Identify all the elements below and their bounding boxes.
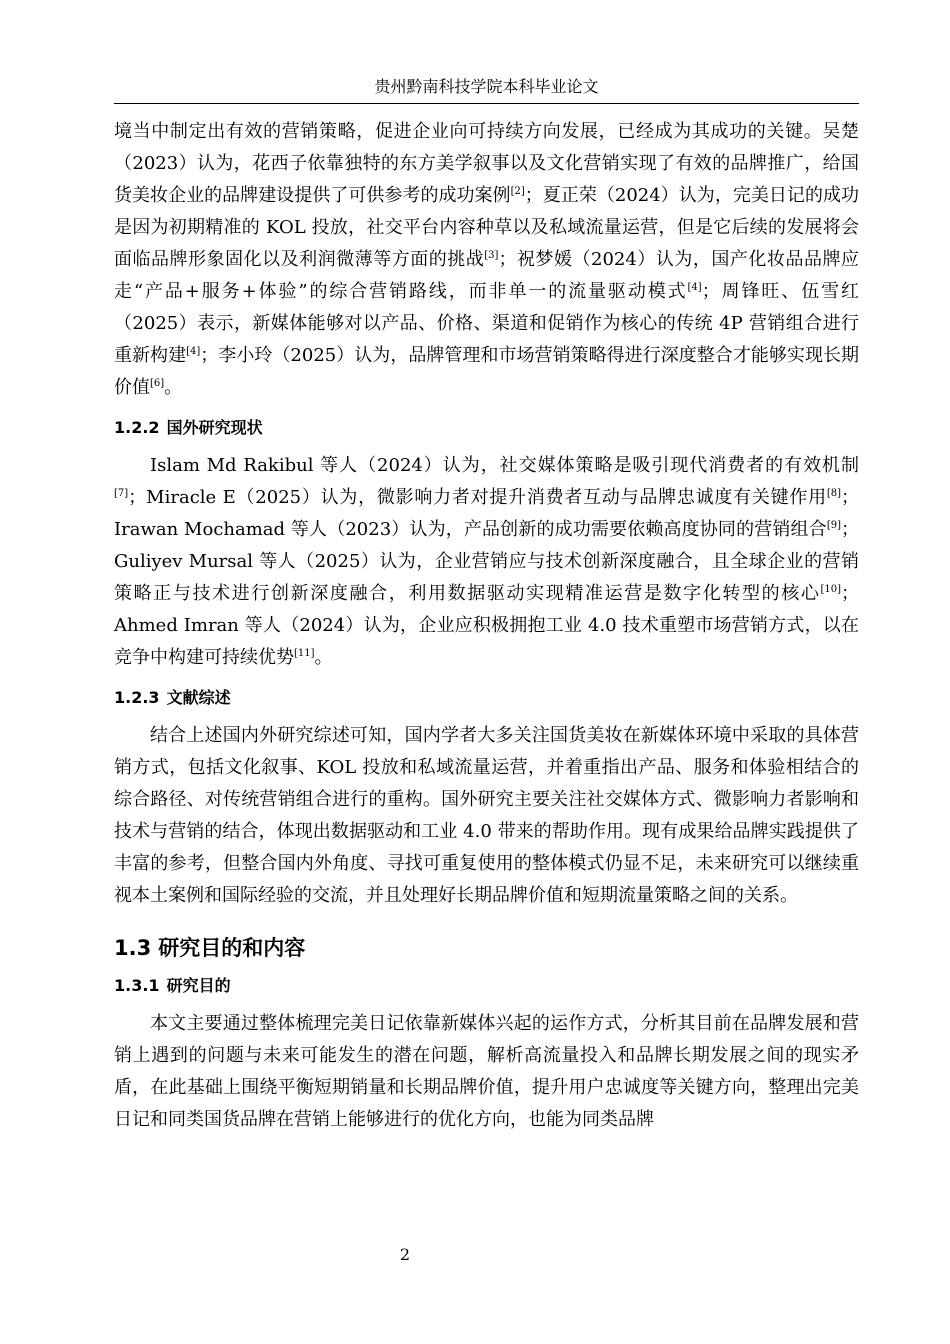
citation-ref: [2]	[510, 186, 525, 197]
section-number: 1.3	[114, 936, 152, 960]
paragraph-text: ；Ahmed Imran 等人（2024）认为，企业应积极拥抱工业 4.0 技术重塑市场营销方式，以在竞争中构建可持续优势	[114, 583, 859, 668]
paragraph-text: 。	[164, 377, 183, 398]
section-title: 研究目的和内容	[158, 936, 306, 960]
paragraph-text: ；Miracle E（2025）认为，微影响力者对提升消费者互动与品牌忠诚度有关键作用	[128, 487, 827, 508]
citation-ref: [6]	[150, 378, 165, 389]
section-heading-1-2-2	[114, 416, 859, 440]
header-rule	[114, 103, 859, 104]
paragraph-text: 。	[314, 647, 333, 668]
page-number: 2	[399, 1245, 411, 1264]
body-paragraph-literature-review: 结合上述国内外研究综述可知，国内学者大多关注国货美妆在新媒体环境中采取的具体营销方式，包括文化叙事、KOL 投放和私域流量运营，并着重指出产品、服务和体验相结合的综合路径、对传统营销组合进行的重构。国外研究主要关注社交媒体方式、微影响力者影响和技术与营销的结合，体现出数据驱动和工业 4.0 带来的帮助作用。现有成果给品牌实践提供了丰富的参考，但整合国内外角度、寻找可重复使用的整体模式仍显不足，未来研究可以继续重视本土案例和国际经验的交流，并且处理好长期品牌价值和短期流量策略之间的关系。	[114, 725, 859, 906]
paragraph-text: ；周锋旺、伍雪红（2025）表示，新媒体能够对以产品、价格、渠道和促销作为核心的传统 4P 营销组合进行重新构建	[114, 281, 859, 366]
body-paragraph-foreign-research	[114, 450, 859, 674]
paragraph-text: 境当中制定出有效的营销策略，促进企业向可持续方向发展，已经成为其成功的关键。吴楚（2023）认为，花西子依靠独特的东方美学叙事以及文化营销实现了有效的品牌推广，给国货美妆企业的品牌建设提供了可供参考的成功案例	[114, 121, 859, 206]
body-paragraph-intro	[114, 116, 859, 404]
section-title: 国外研究现状	[166, 418, 263, 437]
section-heading-1-2-3	[114, 686, 859, 710]
paragraph-text: Islam Md Rakibul 等人（2024）认为，社交媒体策略是吸引现代消费者的有效机制	[150, 455, 859, 476]
paragraph-text: ；Irawan Mochamad 等人（2023）认为，产品创新的成功需要依赖高度协同的营销组合	[114, 487, 859, 540]
page-body	[114, 116, 859, 1136]
paragraph-text: ；Guliyev Mursal 等人（2025）认为，企业营销应与技术创新深度融合，且全球企业的营销策略正与技术进行创新深度融合，利用数据驱动实现精准运营是数字化转型的核心	[114, 519, 859, 604]
running-header: 贵州黔南科技学院本科毕业论文	[374, 77, 599, 96]
section-title: 文献综述	[166, 688, 231, 707]
citation-ref: [3]	[484, 250, 499, 261]
paragraph-text: ；夏正荣（2024）认为，完美日记的成功是因为初期精准的 KOL 投放，社交平台内容种草以及私域流量运营，但是它后续的发展将会面临品牌形象固化以及利润微薄等方面的挑战	[114, 185, 860, 270]
citation-ref: [7]	[114, 488, 129, 499]
paragraph-text: ；李小玲（2025）认为，品牌管理和市场营销策略得进行深度整合才能够实现长期价值	[114, 345, 859, 398]
citation-ref: [4]	[186, 346, 201, 357]
citation-ref: [8]	[826, 488, 841, 499]
section-heading-1-3-1	[114, 974, 859, 998]
section-number: 1.3.1	[114, 976, 160, 995]
section-title: 研究目的	[166, 976, 231, 995]
section-heading-1-3	[114, 934, 859, 962]
citation-ref: [9]	[826, 520, 841, 531]
citation-ref: [11]	[294, 648, 315, 659]
section-number: 1.2.2	[114, 418, 160, 437]
section-number: 1.2.3	[114, 688, 160, 707]
citation-ref: [10]	[820, 584, 841, 595]
citation-ref: [4]	[687, 282, 702, 293]
paragraph-text: ；祝梦媛（2024）认为，国产化妆品品牌应走“产品+服务+体验”的综合营销路线，而非单一的流量驱动模式	[114, 249, 859, 302]
body-paragraph-research-purpose: 本文主要通过整体梳理完美日记依靠新媒体兴起的运作方式，分析其目前在品牌发展和营销上遇到的问题与未来可能发生的潜在问题，解析高流量投入和品牌长期发展之间的现实矛盾，在此基础上围绕平衡短期销量和长期品牌价值，提升用户忠诚度等关键方向，整理出完美日记和同类国货品牌在营销上能够进行的优化方向，也能为同类品牌	[114, 1013, 859, 1130]
